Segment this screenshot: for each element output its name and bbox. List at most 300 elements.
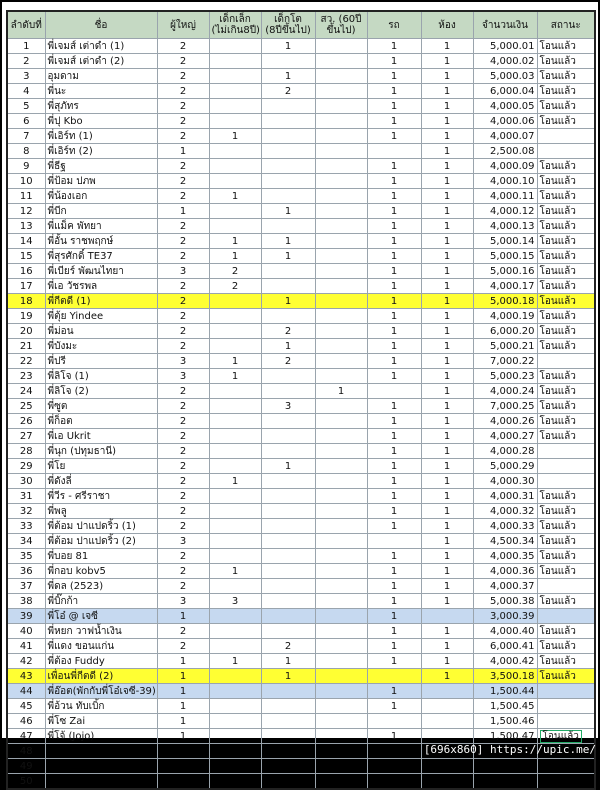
cell-room[interactable]: 1 — [421, 429, 473, 444]
cell-room[interactable]: 1 — [421, 189, 473, 204]
cell-teen[interactable] — [261, 474, 315, 489]
cell-adult[interactable]: 2 — [157, 639, 209, 654]
cell-name[interactable]: พี่นะ — [45, 84, 157, 99]
cell-room[interactable]: 1 — [421, 144, 473, 159]
cell-teen[interactable]: 1 — [261, 654, 315, 669]
cell-room[interactable]: 1 — [421, 324, 473, 339]
cell-child[interactable]: 3 — [209, 594, 261, 609]
table-row[interactable] — [7, 189, 595, 204]
cell-no[interactable]: 17 — [7, 279, 45, 294]
cell-car[interactable]: 1 — [367, 264, 421, 279]
cell-no[interactable]: 29 — [7, 459, 45, 474]
cell-senior[interactable] — [315, 699, 367, 714]
cell-child[interactable] — [209, 294, 261, 309]
cell-name[interactable]: พี่ต้อม ปาแปดริ้ว (1) — [45, 519, 157, 534]
cell-status[interactable] — [537, 354, 595, 369]
cell-status[interactable] — [537, 459, 595, 474]
cell-amount[interactable]: 4,000.10 — [473, 174, 537, 189]
cell-name[interactable]: พี่โจ้ (Jojo) — [45, 729, 157, 744]
cell-car[interactable]: 1 — [367, 504, 421, 519]
cell-senior[interactable] — [315, 684, 367, 699]
cell-amount[interactable]: 2,500.08 — [473, 144, 537, 159]
cell-child[interactable]: 1 — [209, 654, 261, 669]
table-row[interactable] — [7, 714, 595, 729]
cell-name[interactable]: พี่ปุ Kbo — [45, 114, 157, 129]
cell-child[interactable] — [209, 399, 261, 414]
cell-no[interactable]: 40 — [7, 624, 45, 639]
cell-name[interactable]: พี่เบียร์ พัฒนไทยา — [45, 264, 157, 279]
cell-status[interactable]: โอนแล้ว — [537, 489, 595, 504]
cell-name[interactable] — [45, 759, 157, 774]
cell-name[interactable]: เพื่อนพี่กีตดี (2) — [45, 669, 157, 684]
cell-child[interactable] — [209, 84, 261, 99]
cell-no[interactable]: 41 — [7, 639, 45, 654]
cell-room[interactable]: 1 — [421, 579, 473, 594]
cell-no[interactable]: 4 — [7, 84, 45, 99]
table-row[interactable] — [7, 234, 595, 249]
table-row[interactable] — [7, 519, 595, 534]
cell-amount[interactable]: 4,000.13 — [473, 219, 537, 234]
cell-room[interactable] — [421, 729, 473, 744]
cell-status[interactable]: โอนแล้ว — [537, 309, 595, 324]
cell-teen[interactable] — [261, 609, 315, 624]
cell-room[interactable]: 1 — [421, 54, 473, 69]
cell-car[interactable]: 1 — [367, 129, 421, 144]
table-row[interactable] — [7, 474, 595, 489]
cell-child[interactable] — [209, 684, 261, 699]
cell-senior[interactable] — [315, 654, 367, 669]
cell-room[interactable]: 1 — [421, 564, 473, 579]
cell-teen[interactable] — [261, 54, 315, 69]
cell-car[interactable]: 1 — [367, 729, 421, 744]
cell-teen[interactable] — [261, 369, 315, 384]
cell-no[interactable]: 45 — [7, 699, 45, 714]
cell-status[interactable]: โอนแล้ว — [537, 624, 595, 639]
cell-adult[interactable]: 2 — [157, 549, 209, 564]
table-row[interactable] — [7, 219, 595, 234]
cell-amount[interactable]: 4,000.40 — [473, 624, 537, 639]
cell-car[interactable]: 1 — [367, 189, 421, 204]
cell-name[interactable]: พี่ต้อง Fuddy — [45, 654, 157, 669]
cell-teen[interactable] — [261, 489, 315, 504]
cell-no[interactable]: 27 — [7, 429, 45, 444]
cell-senior[interactable] — [315, 84, 367, 99]
cell-no[interactable]: 12 — [7, 204, 45, 219]
cell-status[interactable]: โอนแล้ว — [537, 564, 595, 579]
cell-room[interactable]: 1 — [421, 399, 473, 414]
cell-amount[interactable]: 4,000.28 — [473, 444, 537, 459]
cell-room[interactable] — [421, 774, 473, 790]
cell-senior[interactable] — [315, 639, 367, 654]
cell-name[interactable]: พี่เจมส์ เต่าดำ (2) — [45, 54, 157, 69]
cell-adult[interactable]: 3 — [157, 594, 209, 609]
cell-adult[interactable]: 1 — [157, 729, 209, 744]
cell-car[interactable]: 1 — [367, 354, 421, 369]
cell-adult[interactable]: 2 — [157, 474, 209, 489]
cell-car[interactable]: 1 — [367, 549, 421, 564]
table-row[interactable] — [7, 549, 595, 564]
cell-no[interactable]: 22 — [7, 354, 45, 369]
cell-room[interactable]: 1 — [421, 489, 473, 504]
cell-car[interactable]: 1 — [367, 309, 421, 324]
cell-name[interactable]: พี่สุรศักดิ์ TE37 — [45, 249, 157, 264]
cell-name[interactable]: พี่ลิโจ (2) — [45, 384, 157, 399]
cell-name[interactable]: พี่บังมะ — [45, 339, 157, 354]
cell-teen[interactable] — [261, 444, 315, 459]
cell-no[interactable]: 26 — [7, 414, 45, 429]
cell-name[interactable]: พี่แม็ค พัทยา — [45, 219, 157, 234]
cell-car[interactable]: 1 — [367, 204, 421, 219]
cell-amount[interactable]: 5,000.23 — [473, 369, 537, 384]
cell-senior[interactable] — [315, 519, 367, 534]
cell-child[interactable] — [209, 204, 261, 219]
cell-no[interactable]: 44 — [7, 684, 45, 699]
cell-name[interactable]: พี่กีตดี (1) — [45, 294, 157, 309]
cell-senior[interactable] — [315, 459, 367, 474]
cell-adult[interactable]: 2 — [157, 129, 209, 144]
cell-child[interactable] — [209, 99, 261, 114]
cell-car[interactable]: 1 — [367, 414, 421, 429]
cell-teen[interactable]: 1 — [261, 669, 315, 684]
table-row[interactable] — [7, 774, 595, 790]
cell-child[interactable] — [209, 414, 261, 429]
cell-status[interactable]: โอนแล้ว — [537, 264, 595, 279]
cell-child[interactable] — [209, 444, 261, 459]
cell-car[interactable]: 1 — [367, 474, 421, 489]
cell-name[interactable]: พี่เอ Ukrit — [45, 429, 157, 444]
cell-status[interactable]: โอนแล้ว — [537, 519, 595, 534]
cell-no[interactable]: 30 — [7, 474, 45, 489]
cell-car[interactable]: 1 — [367, 54, 421, 69]
cell-amount[interactable] — [473, 774, 537, 790]
cell-teen[interactable] — [261, 534, 315, 549]
cell-teen[interactable]: 1 — [261, 249, 315, 264]
table-row[interactable] — [7, 399, 595, 414]
cell-status[interactable]: โอนแล้ว — [537, 159, 595, 174]
cell-no[interactable]: 6 — [7, 114, 45, 129]
cell-senior[interactable] — [315, 219, 367, 234]
cell-car[interactable] — [367, 384, 421, 399]
cell-senior[interactable] — [315, 189, 367, 204]
cell-no[interactable]: 2 — [7, 54, 45, 69]
cell-amount[interactable]: 4,000.30 — [473, 474, 537, 489]
table-row[interactable] — [7, 654, 595, 669]
cell-senior[interactable] — [315, 354, 367, 369]
cell-child[interactable] — [209, 39, 261, 54]
cell-senior[interactable] — [315, 264, 367, 279]
cell-senior[interactable] — [315, 504, 367, 519]
cell-no[interactable]: 13 — [7, 219, 45, 234]
cell-room[interactable]: 1 — [421, 294, 473, 309]
table-row[interactable] — [7, 564, 595, 579]
cell-no[interactable]: 5 — [7, 99, 45, 114]
table-row[interactable] — [7, 429, 595, 444]
cell-child[interactable] — [209, 759, 261, 774]
cell-car[interactable]: 1 — [367, 399, 421, 414]
cell-teen[interactable] — [261, 174, 315, 189]
cell-room[interactable]: 1 — [421, 534, 473, 549]
column-header[interactable]: สถานะ — [537, 11, 595, 39]
cell-child[interactable] — [209, 729, 261, 744]
cell-teen[interactable]: 1 — [261, 339, 315, 354]
cell-adult[interactable]: 2 — [157, 84, 209, 99]
cell-amount[interactable]: 6,000.20 — [473, 324, 537, 339]
table-row[interactable] — [7, 624, 595, 639]
cell-teen[interactable]: 2 — [261, 639, 315, 654]
cell-adult[interactable]: 1 — [157, 669, 209, 684]
cell-teen[interactable]: 2 — [261, 354, 315, 369]
cell-senior[interactable] — [315, 54, 367, 69]
cell-name[interactable]: พี่โอ๋ @ เจซี — [45, 609, 157, 624]
cell-child[interactable]: 1 — [209, 129, 261, 144]
cell-no[interactable]: 32 — [7, 504, 45, 519]
cell-name[interactable]: พี่สุภัทร — [45, 99, 157, 114]
cell-child[interactable]: 1 — [209, 249, 261, 264]
column-header[interactable]: รถ — [367, 11, 421, 39]
cell-name[interactable]: พี่บีก — [45, 204, 157, 219]
cell-adult[interactable]: 1 — [157, 654, 209, 669]
cell-status[interactable]: โอนแล้ว — [537, 204, 595, 219]
cell-name[interactable]: พี่อ้วน ทับเบิ้ก — [45, 699, 157, 714]
cell-amount[interactable]: 5,000.21 — [473, 339, 537, 354]
cell-teen[interactable] — [261, 714, 315, 729]
table-row[interactable] — [7, 594, 595, 609]
cell-no[interactable]: 33 — [7, 519, 45, 534]
cell-car[interactable]: 1 — [367, 684, 421, 699]
cell-senior[interactable] — [315, 624, 367, 639]
cell-room[interactable]: 1 — [421, 129, 473, 144]
cell-child[interactable]: 1 — [209, 354, 261, 369]
cell-room[interactable]: 1 — [421, 669, 473, 684]
cell-car[interactable]: 1 — [367, 519, 421, 534]
cell-name[interactable]: พี่ธีฐ — [45, 159, 157, 174]
cell-senior[interactable] — [315, 144, 367, 159]
cell-status[interactable]: โอนแล้ว — [537, 384, 595, 399]
cell-no[interactable]: 50 — [7, 774, 45, 790]
table-row[interactable] — [7, 174, 595, 189]
cell-amount[interactable]: 4,000.31 — [473, 489, 537, 504]
cell-no[interactable]: 14 — [7, 234, 45, 249]
cell-child[interactable] — [209, 489, 261, 504]
table-row[interactable] — [7, 324, 595, 339]
table-row[interactable] — [7, 339, 595, 354]
cell-adult[interactable]: 1 — [157, 609, 209, 624]
cell-senior[interactable] — [315, 669, 367, 684]
cell-child[interactable] — [209, 519, 261, 534]
cell-amount[interactable]: 4,000.26 — [473, 414, 537, 429]
cell-teen[interactable] — [261, 684, 315, 699]
cell-car[interactable]: 1 — [367, 624, 421, 639]
cell-status[interactable]: โอนแล้ว — [537, 219, 595, 234]
cell-car[interactable]: 1 — [367, 84, 421, 99]
cell-amount[interactable]: 4,000.32 — [473, 504, 537, 519]
cell-car[interactable]: 1 — [367, 369, 421, 384]
cell-senior[interactable] — [315, 309, 367, 324]
cell-adult[interactable] — [157, 774, 209, 790]
table-row[interactable] — [7, 114, 595, 129]
cell-name[interactable]: พี่เอ วัชรพล — [45, 279, 157, 294]
cell-status[interactable]: โอนแล้ว — [537, 99, 595, 114]
cell-teen[interactable]: 1 — [261, 39, 315, 54]
table-row[interactable] — [7, 84, 595, 99]
cell-adult[interactable]: 2 — [157, 324, 209, 339]
cell-room[interactable]: 1 — [421, 249, 473, 264]
cell-teen[interactable] — [261, 384, 315, 399]
cell-teen[interactable] — [261, 99, 315, 114]
cell-adult[interactable]: 3 — [157, 264, 209, 279]
cell-room[interactable]: 1 — [421, 204, 473, 219]
table-row[interactable] — [7, 264, 595, 279]
cell-room[interactable] — [421, 609, 473, 624]
cell-adult[interactable]: 2 — [157, 189, 209, 204]
cell-room[interactable]: 1 — [421, 639, 473, 654]
cell-child[interactable] — [209, 744, 261, 759]
cell-name[interactable]: พี่ต้อม ปาแปดริ้ว (2) — [45, 534, 157, 549]
cell-senior[interactable] — [315, 534, 367, 549]
cell-child[interactable] — [209, 639, 261, 654]
cell-status[interactable]: โอนแล้ว — [537, 69, 595, 84]
cell-name[interactable]: พี่อั้น ราชพฤกษ์ — [45, 234, 157, 249]
cell-teen[interactable]: 2 — [261, 324, 315, 339]
column-header[interactable]: เด็กเล็ก (ไม่เกิน8ปี) — [209, 11, 261, 39]
cell-teen[interactable] — [261, 219, 315, 234]
cell-amount[interactable]: 4,000.09 — [473, 159, 537, 174]
cell-name[interactable]: พี่ตุ้ย Yindee — [45, 309, 157, 324]
cell-no[interactable]: 10 — [7, 174, 45, 189]
cell-senior[interactable] — [315, 174, 367, 189]
cell-status[interactable] — [537, 609, 595, 624]
cell-status[interactable]: โอนแล้ว — [537, 669, 595, 684]
table-row[interactable] — [7, 579, 595, 594]
cell-child[interactable]: 2 — [209, 279, 261, 294]
cell-status[interactable] — [537, 699, 595, 714]
cell-teen[interactable] — [261, 744, 315, 759]
cell-room[interactable]: 1 — [421, 84, 473, 99]
cell-room[interactable]: 1 — [421, 654, 473, 669]
cell-amount[interactable]: 3,000.39 — [473, 609, 537, 624]
cell-amount[interactable]: 4,000.37 — [473, 579, 537, 594]
table-row[interactable] — [7, 159, 595, 174]
cell-room[interactable]: 1 — [421, 504, 473, 519]
cell-status[interactable] — [537, 474, 595, 489]
cell-status[interactable] — [537, 714, 595, 729]
cell-room[interactable]: 1 — [421, 549, 473, 564]
cell-room[interactable]: 1 — [421, 234, 473, 249]
cell-senior[interactable] — [315, 744, 367, 759]
cell-adult[interactable]: 2 — [157, 219, 209, 234]
table-row[interactable] — [7, 684, 595, 699]
cell-child[interactable]: 1 — [209, 234, 261, 249]
cell-car[interactable] — [367, 759, 421, 774]
cell-child[interactable] — [209, 549, 261, 564]
cell-name[interactable]: พี่บอย 81 — [45, 549, 157, 564]
cell-room[interactable]: 1 — [421, 114, 473, 129]
cell-adult[interactable]: 1 — [157, 144, 209, 159]
cell-room[interactable]: 1 — [421, 264, 473, 279]
cell-adult[interactable]: 2 — [157, 249, 209, 264]
cell-child[interactable] — [209, 774, 261, 790]
cell-room[interactable]: 1 — [421, 69, 473, 84]
cell-room[interactable]: 1 — [421, 354, 473, 369]
cell-adult[interactable]: 3 — [157, 354, 209, 369]
cell-name[interactable]: พี่นุก (ปทุมธานี) — [45, 444, 157, 459]
cell-teen[interactable] — [261, 519, 315, 534]
table-row[interactable] — [7, 459, 595, 474]
cell-senior[interactable] — [315, 564, 367, 579]
cell-car[interactable] — [367, 744, 421, 759]
cell-child[interactable] — [209, 339, 261, 354]
cell-room[interactable]: 1 — [421, 99, 473, 114]
cell-adult[interactable]: 2 — [157, 579, 209, 594]
table-row[interactable] — [7, 39, 595, 54]
cell-room[interactable]: 1 — [421, 474, 473, 489]
cell-no[interactable]: 23 — [7, 369, 45, 384]
cell-senior[interactable] — [315, 324, 367, 339]
cell-teen[interactable] — [261, 264, 315, 279]
table-row[interactable] — [7, 144, 595, 159]
cell-child[interactable] — [209, 144, 261, 159]
cell-room[interactable] — [421, 714, 473, 729]
cell-child[interactable] — [209, 159, 261, 174]
cell-amount[interactable]: 4,000.12 — [473, 204, 537, 219]
cell-child[interactable]: 1 — [209, 474, 261, 489]
table-row[interactable] — [7, 204, 595, 219]
cell-amount[interactable]: 1,500.44 — [473, 684, 537, 699]
table-row[interactable] — [7, 99, 595, 114]
table-row[interactable] — [7, 609, 595, 624]
cell-senior[interactable] — [315, 339, 367, 354]
cell-amount[interactable]: 4,000.42 — [473, 654, 537, 669]
table-row[interactable] — [7, 414, 595, 429]
cell-adult[interactable]: 2 — [157, 504, 209, 519]
cell-status[interactable] — [537, 684, 595, 699]
cell-amount[interactable]: 3,500.18 — [473, 669, 537, 684]
column-header[interactable]: ห้อง — [421, 11, 473, 39]
cell-amount[interactable]: 5,000.18 — [473, 294, 537, 309]
cell-car[interactable]: 1 — [367, 339, 421, 354]
cell-no[interactable]: 43 — [7, 669, 45, 684]
cell-senior[interactable] — [315, 489, 367, 504]
cell-child[interactable]: 1 — [209, 189, 261, 204]
cell-no[interactable]: 15 — [7, 249, 45, 264]
cell-senior[interactable] — [315, 369, 367, 384]
column-header[interactable]: ชื่อ — [45, 11, 157, 39]
cell-room[interactable]: 1 — [421, 39, 473, 54]
table-row[interactable] — [7, 249, 595, 264]
cell-status[interactable]: โอนแล้ว — [537, 324, 595, 339]
cell-no[interactable]: 42 — [7, 654, 45, 669]
cell-adult[interactable]: 1 — [157, 714, 209, 729]
cell-senior[interactable] — [315, 234, 367, 249]
cell-teen[interactable]: 3 — [261, 399, 315, 414]
cell-adult[interactable]: 2 — [157, 399, 209, 414]
cell-car[interactable]: 1 — [367, 114, 421, 129]
cell-amount[interactable]: 4,000.19 — [473, 309, 537, 324]
cell-no[interactable]: 35 — [7, 549, 45, 564]
cell-room[interactable]: 1 — [421, 159, 473, 174]
cell-adult[interactable]: 2 — [157, 429, 209, 444]
cell-no[interactable]: 21 — [7, 339, 45, 354]
cell-teen[interactable] — [261, 759, 315, 774]
cell-teen[interactable] — [261, 594, 315, 609]
cell-adult[interactable]: 2 — [157, 39, 209, 54]
table-row[interactable] — [7, 699, 595, 714]
cell-name[interactable]: พี่อ๊อต(พักกับพี่โอ๋เจซี-39) — [45, 684, 157, 699]
cell-amount[interactable]: 5,000.38 — [473, 594, 537, 609]
cell-car[interactable]: 1 — [367, 579, 421, 594]
cell-amount[interactable]: 4,000.02 — [473, 54, 537, 69]
cell-car[interactable]: 1 — [367, 174, 421, 189]
